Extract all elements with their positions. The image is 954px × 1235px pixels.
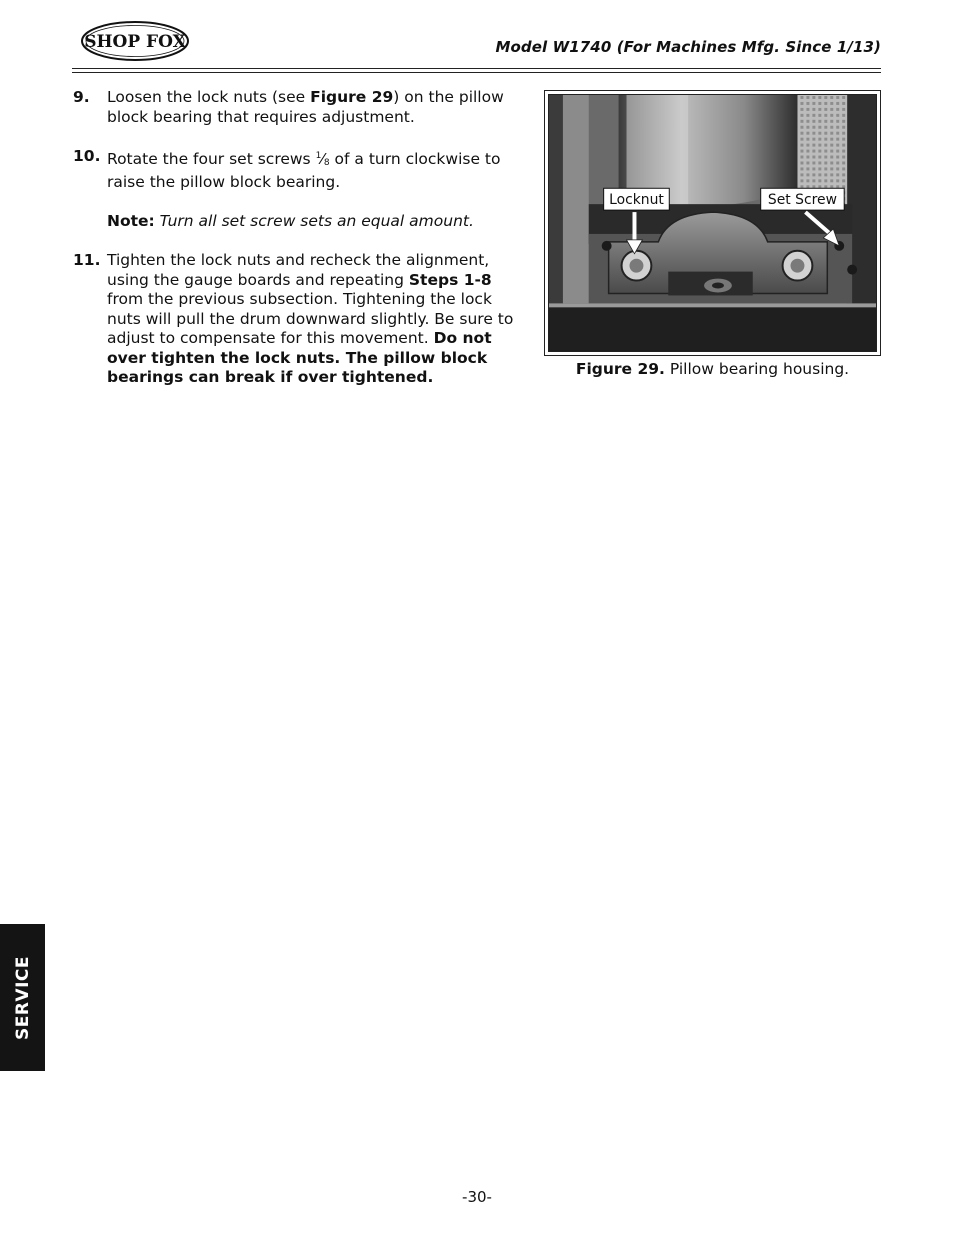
steps-reference: Steps 1-8 bbox=[408, 270, 492, 289]
section-tab bbox=[0, 924, 45, 1071]
step-text: of a turn clockwise to raise the pillow block bearing. bbox=[107, 149, 501, 191]
step-text: Tighten the lock nuts and recheck the alignment, using the gauge boards and repeating bbox=[107, 251, 490, 289]
note bbox=[107, 212, 528, 232]
logo-text: SHOP FOX bbox=[84, 32, 186, 52]
steps-list bbox=[73, 88, 528, 407]
step-text: ) on the pillow block bearing that requires adjustment. bbox=[107, 88, 504, 126]
step-9 bbox=[73, 88, 528, 127]
step-number: 9. bbox=[73, 88, 90, 106]
caption-text: Pillow bearing housing. bbox=[664, 360, 850, 378]
header-rule bbox=[72, 72, 881, 73]
step-10 bbox=[73, 147, 528, 232]
fraction: $^1⁄_8$ bbox=[315, 149, 330, 168]
step-text: Rotate the four set screws bbox=[107, 149, 316, 168]
header-rule bbox=[72, 68, 881, 69]
model-line: Model W1740 (For Machines Mfg. Since 1/13) bbox=[495, 38, 881, 56]
caption-label: Figure 29. bbox=[575, 360, 665, 378]
note-text: Turn all set screw sets an equal amount. bbox=[154, 212, 474, 230]
figure-29 bbox=[544, 90, 881, 356]
section-tab-label: SERVICE bbox=[12, 955, 33, 1040]
warning-text: Do not over tighten the lock nuts. The pillow block bearings can break if over tightened. bbox=[107, 329, 492, 386]
callout-locknut: Locknut bbox=[609, 192, 664, 209]
step-text: Loosen the lock nuts (see bbox=[107, 88, 311, 106]
step-number: 10. bbox=[73, 146, 101, 165]
note-label: Note: bbox=[107, 212, 155, 230]
figure-caption bbox=[544, 360, 881, 378]
figure-reference: Figure 29 bbox=[310, 88, 394, 106]
step-text: from the previous subsection. Tightening the lock nuts will pull the drum downward slightly. Be sure to adjust to compensate for this movement. bbox=[107, 290, 514, 347]
step-number: 11. bbox=[73, 251, 101, 269]
callout-set-screw: Set Screw bbox=[767, 192, 837, 209]
step-11 bbox=[73, 251, 528, 388]
shop-fox-logo bbox=[80, 20, 190, 62]
pillow-bearing-photo bbox=[549, 95, 876, 351]
page-number: -30- bbox=[462, 1188, 492, 1206]
